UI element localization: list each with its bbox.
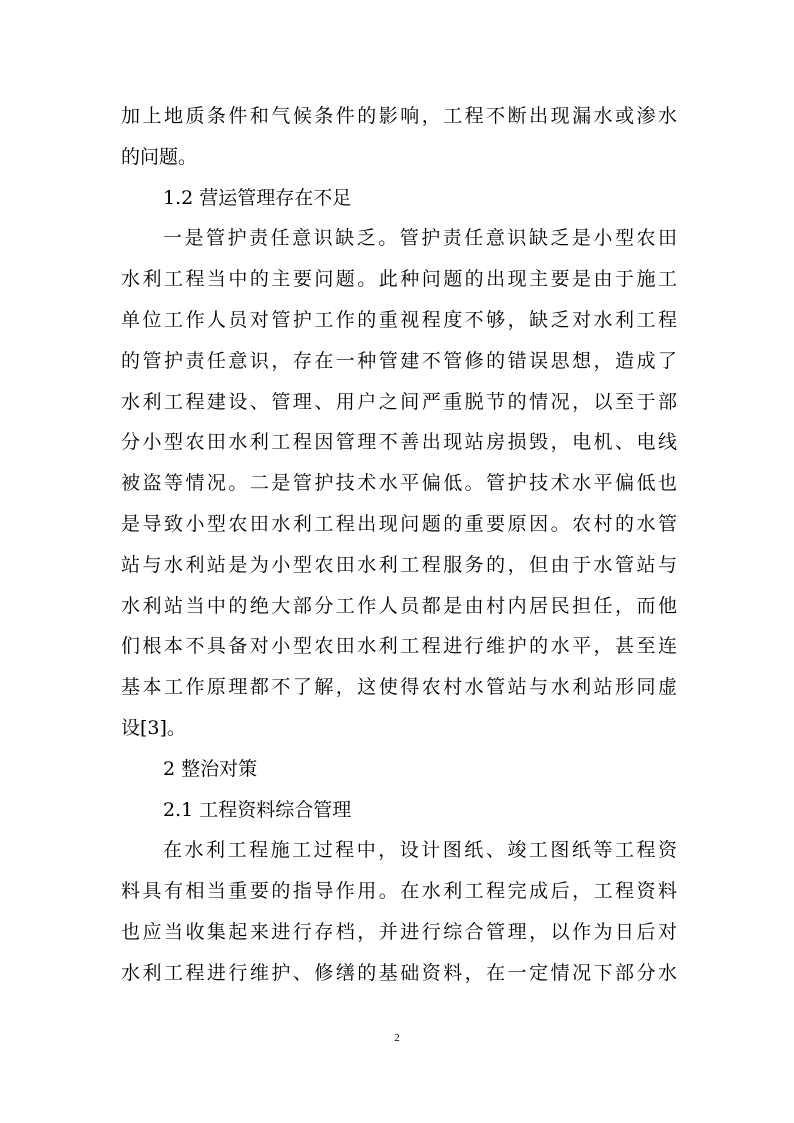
- text-line: 料具有相当重要的指导作用。在水利工程完成后，工程资料: [121, 880, 677, 903]
- text-line: 的管护责任意识，存在一种管建不管修的错误思想，造成了: [121, 349, 677, 372]
- section-heading: 2 整治对策: [163, 757, 258, 780]
- text-line: 基本工作原理都不了解，这使得农村水管站与水利站形同虚: [121, 676, 677, 699]
- text-line: 的问题。: [121, 145, 198, 168]
- text-line: 水利工程建设、管理、用户之间严重脱节的情况，以至于部: [121, 390, 677, 413]
- subsection-heading: 2.1 工程资料综合管理: [163, 798, 352, 821]
- text-line: 单位工作人员对管护工作的重视程度不够，缺乏对水利工程: [121, 308, 677, 331]
- text-line: 是导致小型农田水利工程出现问题的重要原因。农村的水管: [121, 512, 677, 535]
- page-number: 2: [394, 1032, 400, 1044]
- text-line: 水利工程进行维护、修缮的基础资料，在一定情况下部分水: [121, 961, 677, 984]
- text-line: 也应当收集起来进行存档，并进行综合管理，以作为日后对: [121, 920, 677, 943]
- text-line: 水利工程当中的主要问题。此种问题的出现主要是由于施工: [121, 268, 677, 291]
- text-line: 站与水利站是为小型农田水利工程服务的，但由于水管站与: [121, 553, 677, 576]
- text-line: 水利站当中的绝大部分工作人员都是由村内居民担任，而他: [121, 594, 677, 617]
- text-line: 在水利工程施工过程中，设计图纸、竣工图纸等工程资: [163, 839, 677, 862]
- text-line: 分小型农田水利工程因管理不善出现站房损毁，电机、电线: [121, 431, 677, 454]
- section-heading: 1.2 营运管理存在不足: [163, 186, 352, 209]
- body-text: [121, 96, 677, 994]
- text-line: 加上地质条件和气候条件的影响，工程不断出现漏水或渗水: [121, 105, 677, 127]
- text-line: 被盗等情况。二是管护技术水平偏低。管护技术水平偏低也: [121, 472, 677, 495]
- text-line: 们根本不具备对小型农田水利工程进行维护的水平，甚至连: [121, 635, 677, 658]
- text-line: 设[3]。: [121, 716, 186, 739]
- text-line: 一是管护责任意识缺乏。管护责任意识缺乏是小型农田: [163, 227, 677, 250]
